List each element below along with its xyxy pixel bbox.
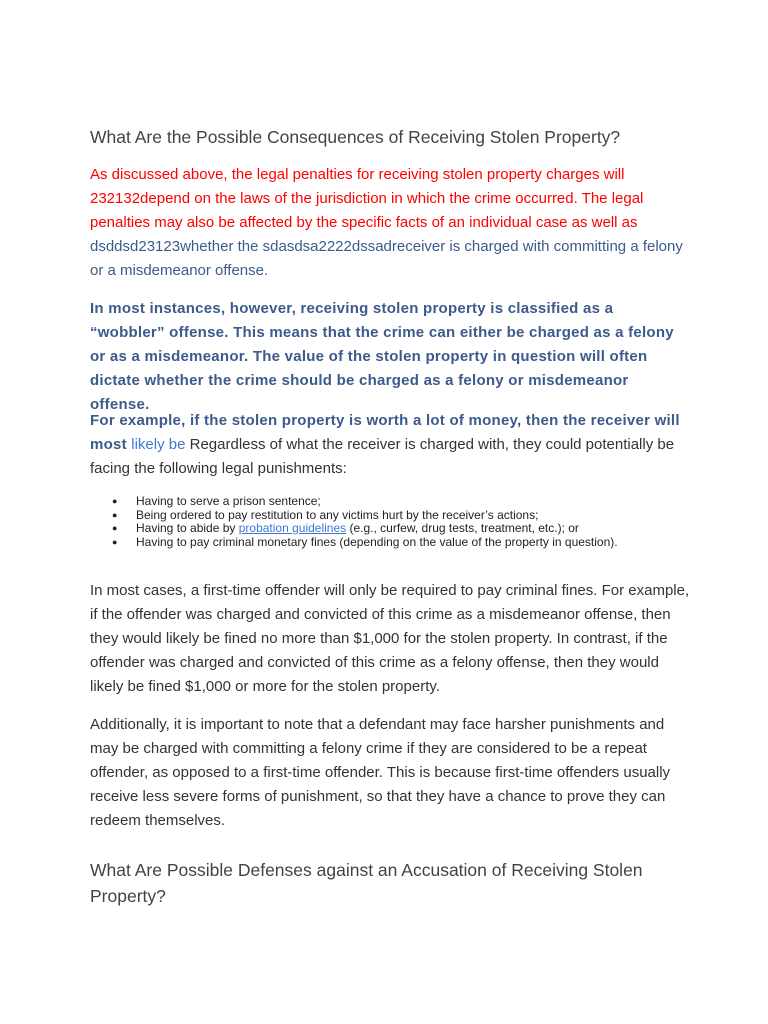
bullet-icon: ● <box>112 536 118 547</box>
blue-text-span: dsddsd23123whether the sdasdsa2222dssadreceiver is charged with committing a felony or a misdemeanor offense. <box>90 238 683 279</box>
bullet-icon: ● <box>112 523 118 533</box>
list-item-text: Having to serve a prison sentence; <box>136 494 321 508</box>
list-item <box>112 534 768 550</box>
paragraph-first-time-offender: In most cases, a first-time offender will only be required to pay criminal fines. For example, if the offender was charged and convicted of this crime as a misdemeanor offense, then they would likely be fined no more than $1,000 for the stolen property. In contrast, if the offender was charged and convicted of this crime as a felony offense, then they would likely be fined $1,000 or more for the stolen property. <box>90 582 690 695</box>
paragraph-repeat-offender: Additionally, it is important to note that a defendant may face harsher punishments and may be charged with committing a felony crime if they are considered to be a repeat offender, as opposed to a first-time offender. This is because first-time offenders usually receive less severe forms of punishment, so that they have a chance to prove they can redeem themselves. <box>90 716 671 829</box>
list-item-text: Having to abide by <box>136 521 239 535</box>
list-item <box>112 521 768 536</box>
list-item <box>112 494 768 509</box>
paragraph-example <box>90 409 690 481</box>
likely-be-link[interactable]: likely be <box>131 436 186 453</box>
list-item-text: Being ordered to pay restitution to any victims hurt by the receiver’s actions; <box>136 507 539 522</box>
probation-guidelines-link[interactable]: probation guidelines <box>238 521 347 535</box>
red-text-span: As discussed above, the legal penalties for receiving stolen property charges will 232132depend on the laws of the jurisdiction in which the crime occurred. The legal penalties may also be affected by the specific facts of an individual case as well as <box>90 166 644 231</box>
section-heading-defenses: What Are Possible Defenses against an Accusation of Receiving Stolen Property? <box>90 860 643 906</box>
bullet-icon: ● <box>112 509 118 520</box>
list-item-text: (e.g., curfew, drug tests, treatment, etc.); or <box>346 521 579 535</box>
punishments-list <box>90 495 768 549</box>
bold-text-span: For example, if the stolen property is worth a lot of money, then the receiver will most <box>90 412 680 453</box>
bullet-icon: ● <box>112 496 118 506</box>
paragraph-legal-penalties <box>90 163 690 283</box>
list-item <box>112 507 768 523</box>
section-heading-consequences: What Are the Possible Consequences of Receiving Stolen Property? <box>90 127 621 147</box>
text-span: Regardless of what the receiver is charged with, they could potentially be facing the following legal punishments: <box>90 436 675 477</box>
list-item-text: Having to pay criminal monetary fines (depending on the value of the property in question). <box>136 534 618 549</box>
paragraph-wobbler: In most instances, however, receiving stolen property is classified as a “wobbler” offense. This means that the crime can either be charged as a felony or as a misdemeanor. The value of the stolen property in question will often dictate whether the crime should be charged as a felony or misdemeanor offense. <box>90 300 674 413</box>
